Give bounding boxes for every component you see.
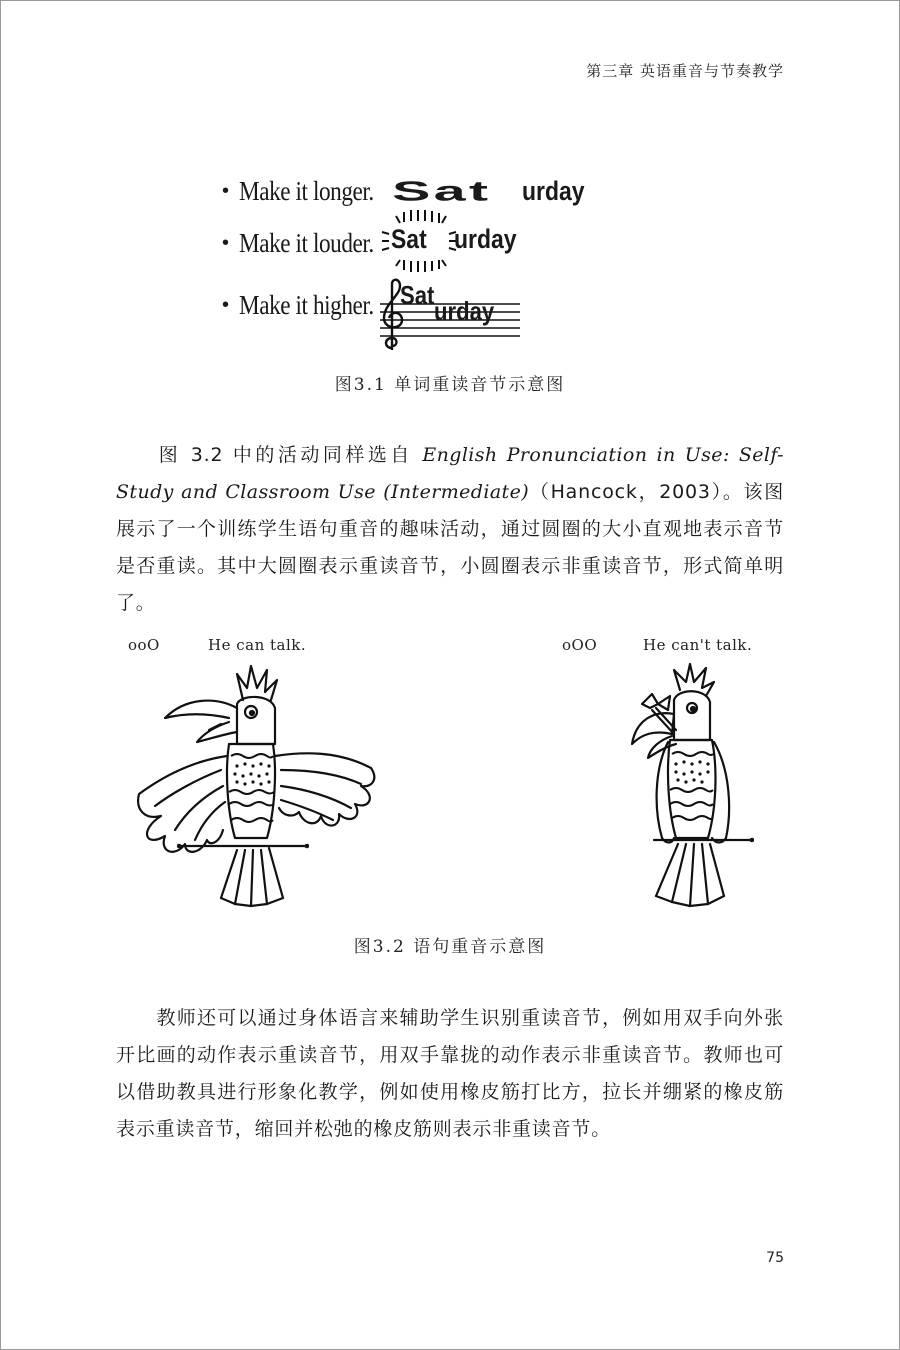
paragraph-2-text: 教师还可以通过身体语言来辅助学生识别重读音节，例如用双手向外张开比画的动作表示重读音节，用双手靠拢的动作表示非重读音节。教师也可以借助教具进行形象化教学，例如使用橡皮筋打比方，拉长并绷紧的橡皮筋表示重读音节，缩回并松弛的橡皮筋则表示非重读音节。 <box>116 1007 784 1140</box>
stressed-syllable: Sat <box>392 174 492 207</box>
page-number: 75 <box>766 1250 784 1266</box>
paragraph-1-text-b: （Hancock，2003）。该图展示了一个训练学生语句重音的趣味活动，通过圆圈的大小直观地表示音节是否重读。其中大圆圈表示重读音节，小圆圈表示非重读音节，形式简单明了。 <box>116 481 784 614</box>
book-title: English Pronunciation in Use: Self-Study and Classroom Use (Intermediate) <box>116 444 784 503</box>
paragraph-1 <box>116 437 784 622</box>
silent-bird-illustration <box>614 660 764 910</box>
bullet: • <box>222 231 230 254</box>
stress-pattern-left: ooO <box>128 636 160 654</box>
saturday-higher <box>380 276 530 356</box>
sentence-right: He can't talk. <box>643 636 753 654</box>
figure-row-longer <box>222 166 396 216</box>
stressed-syllable: Sat <box>400 280 435 310</box>
saturday-louder <box>382 210 542 280</box>
instruction-louder: Make it louder. <box>239 227 374 258</box>
unstressed-syllables: urday <box>434 296 495 326</box>
stressed-syllable: Sat <box>391 224 427 254</box>
instruction-higher: Make it higher. <box>239 289 374 320</box>
unstressed-syllables: urday <box>454 224 517 254</box>
instruction-longer: Make it longer. <box>239 175 374 206</box>
figure-row-higher <box>222 280 396 330</box>
talking-bird-illustration <box>125 660 385 910</box>
figure-row-louder <box>222 218 396 268</box>
figure-3-1 <box>222 166 622 356</box>
stress-pattern-right: oOO <box>562 636 598 654</box>
sentence-left: He can talk. <box>208 636 307 654</box>
saturday-longer <box>392 166 596 216</box>
paragraph-2 <box>116 1000 784 1148</box>
bullet: • <box>222 293 230 316</box>
running-head: 第三章 英语重音与节奏教学 <box>586 62 784 80</box>
figure-caption-3-2: 图3.2 语句重音示意图 <box>353 937 547 957</box>
paragraph-1-text-a: 图 3.2 中的活动同样选自 <box>156 444 423 466</box>
unstressed-syllables: urday <box>522 175 585 206</box>
bullet: • <box>222 179 230 202</box>
figure-caption-3-1: 图3.1 单词重读音节示意图 <box>334 375 566 395</box>
